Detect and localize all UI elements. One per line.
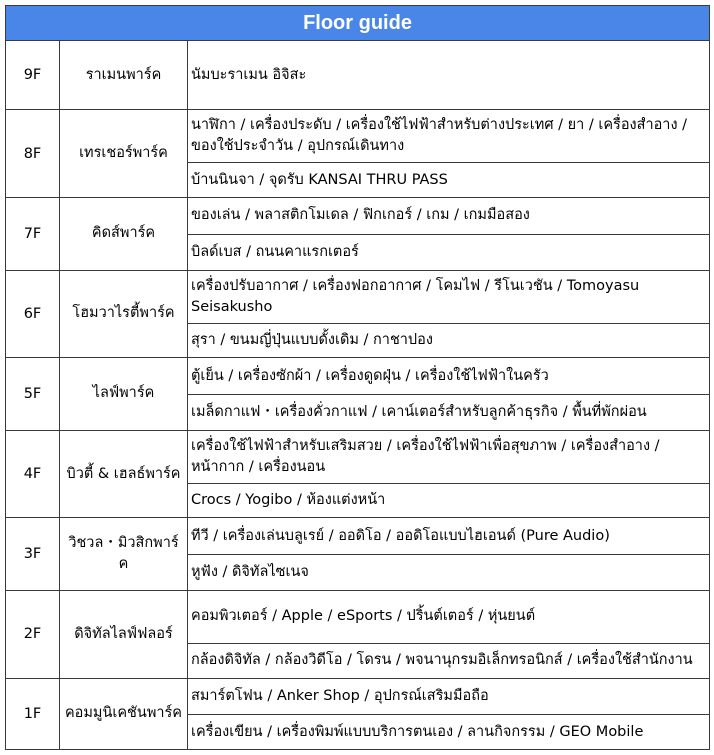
floor-content: เครื่องใช้ไฟฟ้าสำหรับเสริมสวย / เครื่องใช้ไฟฟ้าเพื่อสุขภาพ / เครื่องสำอาง / หน้ากาก / เครื่องนอน [188,430,710,483]
table-row [6,198,710,235]
zone-name: ราเมนพาร์ค [60,41,188,110]
floor-number: 8F [6,110,60,198]
table-header-row [6,6,710,41]
zone-name: บิวตี้ & เฮลธ์พาร์ค [60,430,188,518]
floor-number: 4F [6,430,60,518]
floor-content: ของเล่น / พลาสติกโมเดล / ฟิกเกอร์ / เกม / เกมมือสอง [188,198,710,235]
table-row [6,430,710,483]
zone-name: โฮมวาไรตี้พาร์ค [60,270,188,358]
floor-content: คอมพิวเตอร์ / Apple / eSports / ปริ้นต์เตอร์ / หุ่นยนต์ [188,590,710,643]
floor-content: ตู้เย็น / เครื่องซักผ้า / เครื่องดูดฝุ่น / เครื่องใช้ไฟฟ้าในครัว [188,358,710,395]
floor-content: หูฟัง / ดิจิทัลไซเนจ [188,555,710,591]
floor-content: บิลด์เบส / ถนนคาแรกเตอร์ [188,234,710,270]
zone-name: คอมมูนิเคชันพาร์ค [60,678,188,750]
zone-name: เทรเชอร์พาร์ค [60,110,188,198]
floor-content: นัมบะราเมน อิจิสะ [188,41,710,110]
zone-name: วิชวล・มิวสิกพาร์ค [60,518,188,590]
floor-content: เครื่องปรับอากาศ / เครื่องฟอกอากาศ / โคมไฟ / รีโนเวชัน / Tomoyasu Seisakusho [188,270,710,323]
table-row [6,518,710,555]
zone-name: ไลฟ์พาร์ค [60,358,188,430]
floor-number: 7F [6,198,60,270]
floor-number: 9F [6,41,60,110]
floor-content: นาฬิกา / เครื่องประดับ / เครื่องใช้ไฟฟ้าสำหรับต่างประเทศ / ยา / เครื่องสำอาง / ของใช้ประจำวัน / อุปกรณ์เดินทาง [188,110,710,163]
floor-content: สมาร์ตโฟน / Anker Shop / อุปกรณ์เสริมมือถือ [188,678,710,715]
floor-content: กล้องดิจิทัล / กล้องวิดีโอ / โดรน / พจนานุกรมอิเล็กทรอนิกส์ / เครื่องใช้สำนักงาน [188,643,710,678]
table-row [6,678,710,715]
floor-number: 6F [6,270,60,358]
table-row [6,590,710,643]
floor-number: 1F [6,678,60,750]
floor-content: บ้านนินจา / จุดรับ KANSAI THRU PASS [188,163,710,198]
floor-number: 2F [6,590,60,678]
floor-content: เมล็ดกาแฟ・เครื่องคั่วกาแฟ / เคาน์เตอร์สำหรับลูกค้าธุรกิจ / พื้นที่พักผ่อน [188,394,710,430]
floor-number: 5F [6,358,60,430]
zone-name: ดิจิทัลไลฟ์ฟลอร์ [60,590,188,678]
floor-list [6,41,710,750]
floor-content: ทีวี / เครื่องเล่นบลูเรย์ / ออดิโอ / ออดิโอแบบไฮเอนด์ (Pure Audio) [188,518,710,555]
table-row [6,270,710,323]
floor-content: เครื่องเขียน / เครื่องพิมพ์แบบบริการตนเอง / ลานกิจกรรม / GEO Mobile [188,715,710,750]
zone-name: คิดส์พาร์ค [60,198,188,270]
floor-content: Crocs / Yogibo / ห้องแต่งหน้า [188,483,710,518]
floor-number: 3F [6,518,60,590]
floor-content: สุรา / ขนมญี่ปุ่นแบบดั้งเดิม / กาชาปอง [188,323,710,358]
table-row [6,358,710,395]
table-title: Floor guide [6,6,710,41]
floor-guide-table [5,5,710,750]
table-row [6,110,710,163]
table-row [6,41,710,110]
